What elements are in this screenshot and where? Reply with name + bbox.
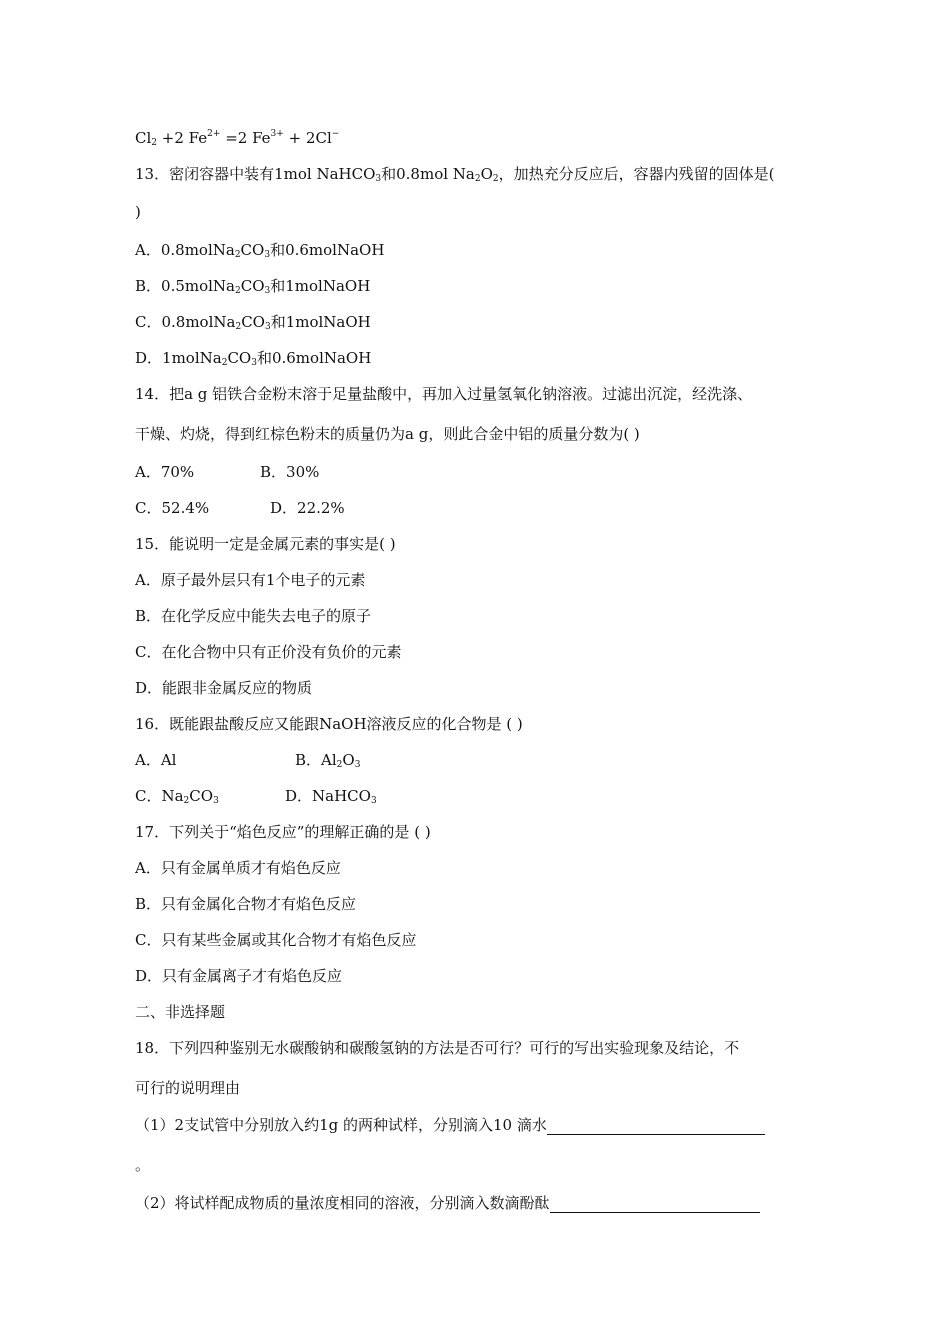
question-13-option-a: A．$0.8molNa_2CO_3$和0.6molNaOH: [135, 241, 385, 260]
question-16-stem: 16．既能跟盐酸反应又能跟NaOH溶液反应的化合物是 ( ): [135, 715, 523, 733]
question-18-part-1: （1）2支试管中分别放入约1g 的两种试样，分别滴入10 滴水: [135, 1115, 765, 1135]
question-14-stem: 14．把a g 铝铁合金粉末溶于足量盐酸中，再加入过量氢氧化钠溶液。过滤出沉淀，经洗涤、: [135, 385, 753, 403]
section-heading: 二、非选择题: [135, 1003, 226, 1021]
question-16-option-d: D．NaHCO$_3$: [285, 787, 377, 806]
question-14-option-c: C．52.4%: [135, 499, 210, 517]
question-13-option-b: B．$0.5molNa_2CO_3$和1molNaOH: [135, 277, 371, 296]
question-14-option-a: A．70%: [135, 463, 195, 481]
equation-line: $Cl_2 +2$ $Fe^{2+} =2$ $Fe^{3+} + 2Cl^-$: [135, 129, 340, 148]
question-17-stem: 17．下列关于“焰色反应”的理解正确的是 ( ): [135, 823, 431, 841]
question-13-stem: 13．密闭容器中装有1mol NaHCO$_3$和0.8mol $Na_2O_2$，加热充分反应后，容器内残留的固体是(: [135, 165, 775, 184]
question-15-option-c: C．在化合物中只有正价没有负价的元素: [135, 643, 402, 661]
question-14-option-b: B．30%: [260, 463, 320, 481]
question-16-option-a: A．Al: [135, 751, 177, 769]
question-16-option-c: C．$Na_2CO_3$: [135, 787, 219, 806]
question-15-stem: 15．能说明一定是金属元素的事实是( ): [135, 535, 396, 553]
question-17-option-b: B．只有金属化合物才有焰色反应: [135, 895, 357, 913]
answer-blank-2[interactable]: [550, 1196, 760, 1213]
question-17-option-d: D．只有金属离子才有焰色反应: [135, 967, 343, 985]
question-18-part-2: （2）将试样配成物质的量浓度相同的溶液，分别滴入数滴酚酞: [135, 1193, 760, 1213]
question-16-option-b: B．$Al_2O_3$: [295, 751, 361, 770]
question-14-stem-cont: 干燥、灼烧，得到红棕色粉末的质量仍为a g，则此合金中铝的质量分数为( ): [135, 425, 640, 443]
question-18-part-1-end: 。: [135, 1156, 151, 1174]
question-15-option-a: A．原子最外层只有1个电子的元素: [135, 571, 366, 589]
question-18-stem-cont: 可行的说明理由: [135, 1079, 241, 1097]
question-15-option-b: B．在化学反应中能失去电子的原子: [135, 607, 372, 625]
question-17-option-a: A．只有金属单质才有焰色反应: [135, 859, 341, 877]
question-14-option-d: D．22.2%: [270, 499, 345, 517]
question-13-option-d: D．$1molNa_2CO_3$和0.6molNaOH: [135, 349, 372, 368]
question-17-option-c: C．只有某些金属或其化合物才有焰色反应: [135, 931, 417, 949]
question-13-stem-close: ): [135, 203, 141, 221]
answer-blank-1[interactable]: [547, 1118, 765, 1135]
question-18-stem: 18．下列四种鉴别无水碳酸钠和碳酸氢钠的方法是否可行？可行的写出实验现象及结论，不: [135, 1039, 740, 1057]
question-15-option-d: D．能跟非金属反应的物质: [135, 679, 313, 697]
question-13-option-c: C．$0.8molNa_2CO_3$和1molNaOH: [135, 313, 371, 332]
